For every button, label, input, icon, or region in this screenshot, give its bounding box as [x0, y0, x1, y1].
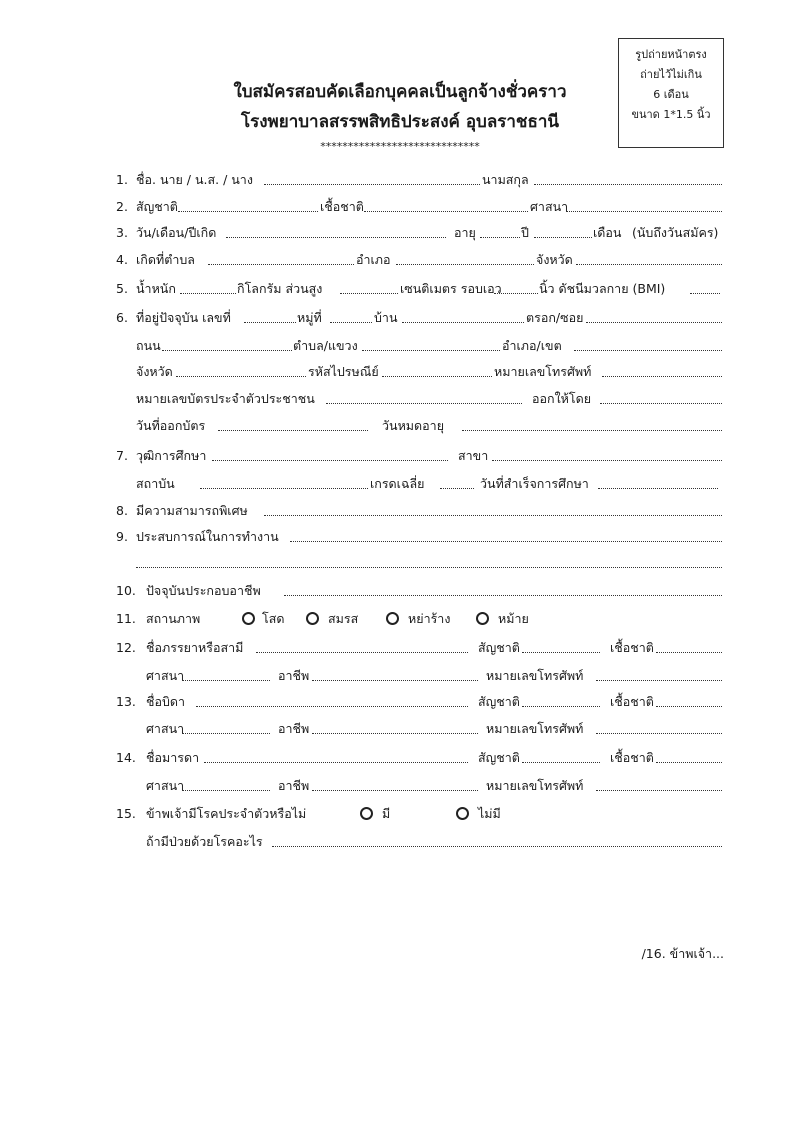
label-birthdate: วัน/เดือน/ปีเกิด	[136, 225, 217, 240]
field-issue-date[interactable]	[218, 430, 368, 431]
field-tambon-khwaeng[interactable]	[362, 350, 500, 351]
field-education[interactable]	[212, 460, 448, 461]
label-religion: ศาสนา	[530, 199, 569, 214]
label-province2: จังหวัด	[136, 364, 173, 379]
item-number: 6.	[116, 310, 128, 325]
label-institute: สถาบัน	[136, 476, 175, 491]
label-age-year: ปี	[521, 225, 529, 240]
field-mother-nationality[interactable]	[522, 762, 600, 763]
label-issue-date: วันที่ออกบัตร	[136, 418, 206, 433]
field-father-job[interactable]	[312, 733, 478, 734]
form-title-line1: ใบสมัครสอบคัดเลือกบุคคลเป็นลูกจ้างชั่วคราว	[233, 82, 567, 102]
label-status-divorced: หย่าร้าง	[408, 611, 451, 626]
label-disease-yes: มี	[382, 806, 391, 821]
field-id-card[interactable]	[326, 403, 522, 404]
item-number: 8.	[116, 503, 128, 518]
continued-note: /16. ข้าพเจ้า...	[641, 946, 724, 961]
field-grad-date[interactable]	[598, 488, 718, 489]
field-mother-job[interactable]	[312, 790, 478, 791]
field-trok-soi[interactable]	[586, 322, 722, 323]
field-issued-by[interactable]	[600, 403, 722, 404]
label-father: ชื่อบิดา	[146, 694, 186, 709]
label-gpa: เกรดเฉลี่ย	[370, 476, 425, 491]
label-trok-soi: ตรอก/ซอย	[526, 310, 584, 325]
label-mother-religion: ศาสนา	[146, 778, 185, 793]
item-number: 12.	[116, 640, 136, 655]
title-separator: *****************************	[320, 140, 480, 153]
label-phone: หมายเลขโทรศัพท์	[494, 364, 592, 379]
item-number: 3.	[116, 225, 128, 240]
field-father-nationality[interactable]	[522, 706, 600, 707]
label-disease-detail: ถ้ามีป่วยด้วยโรคอะไร	[146, 834, 263, 849]
field-ban[interactable]	[402, 322, 524, 323]
field-spouse-name[interactable]	[256, 652, 468, 653]
field-spouse-religion[interactable]	[182, 680, 270, 681]
label-status-widowed: หม้าย	[498, 611, 529, 626]
field-bmi[interactable]	[690, 293, 720, 294]
photo-box-line: 6 เดือน	[653, 88, 689, 101]
item-number: 4.	[116, 252, 128, 267]
label-nationality: สัญชาติ	[136, 199, 178, 214]
field-current-job[interactable]	[284, 595, 722, 596]
label-age-note: (นับถึงวันสมัคร)	[632, 225, 719, 240]
label-amphoe-khet: อำเภอ/เขต	[502, 338, 562, 353]
field-moo[interactable]	[330, 322, 372, 323]
field-expire-date[interactable]	[462, 430, 722, 431]
field-amphoe[interactable]	[396, 264, 534, 265]
label-spouse: ชื่อภรรยาหรือสามี	[146, 640, 244, 655]
label-current-job: ปัจจุบันประกอบอาชีพ	[146, 583, 261, 598]
label-status: สถานภาพ	[146, 611, 201, 626]
field-surname[interactable]	[534, 184, 722, 185]
label-grad-date: วันที่สำเร็จการศึกษา	[480, 476, 589, 491]
field-nationality[interactable]	[178, 211, 318, 212]
field-province2[interactable]	[176, 376, 306, 377]
label-mother: ชื่อมารดา	[146, 750, 200, 765]
field-work-exp-line2[interactable]	[136, 567, 722, 568]
label-spouse-phone: หมายเลขโทรศัพท์	[486, 668, 584, 683]
label-address-no: ที่อยู่ปัจจุบัน เลขที่	[136, 310, 231, 325]
label-ban: บ้าน	[374, 310, 398, 325]
label-special-skill: มีความสามารถพิเศษ	[136, 503, 248, 518]
label-spouse-job: อาชีพ	[278, 668, 310, 683]
label-work-exp: ประสบการณ์ในการทำงาน	[136, 529, 279, 544]
label-disease-no: ไม่มี	[478, 806, 501, 821]
field-first-name[interactable]	[264, 184, 480, 185]
label-disease: ข้าพเจ้ามีโรคประจำตัวหรือไม่	[146, 806, 307, 821]
label-weight: น้ำหนัก	[136, 281, 176, 296]
label-race: เชื้อชาติ	[320, 199, 364, 214]
field-special-skill[interactable]	[264, 515, 722, 516]
item-number: 11.	[116, 611, 136, 626]
label-province: จังหวัด	[536, 252, 573, 267]
field-phone[interactable]	[602, 376, 722, 377]
field-mother-phone[interactable]	[596, 790, 722, 791]
field-race[interactable]	[364, 211, 528, 212]
photo-box-line: ขนาด 1*1.5 นิ้ว	[631, 108, 711, 121]
field-institute[interactable]	[200, 488, 368, 489]
label-issued-by: ออกให้โดย	[532, 391, 592, 406]
field-born-tambon[interactable]	[208, 264, 354, 265]
item-number: 1.	[116, 172, 128, 187]
field-father-race[interactable]	[656, 706, 722, 707]
field-gpa[interactable]	[440, 488, 474, 489]
field-spouse-nationality[interactable]	[522, 652, 600, 653]
item-number: 13.	[116, 694, 136, 709]
field-birthdate[interactable]	[226, 237, 446, 238]
field-father-phone[interactable]	[596, 733, 722, 734]
label-postcode: รหัสไปรษณีย์	[308, 364, 379, 379]
radio-married[interactable]	[306, 612, 319, 625]
field-religion[interactable]	[566, 211, 722, 212]
field-father-religion[interactable]	[182, 733, 270, 734]
label-father-phone: หมายเลขโทรศัพท์	[486, 721, 584, 736]
item-number: 9.	[116, 529, 128, 544]
item-number: 2.	[116, 199, 128, 214]
label-expire-date: วันหมดอายุ	[382, 418, 445, 433]
field-major[interactable]	[492, 460, 722, 461]
item-number: 7.	[116, 448, 128, 463]
label-tambon-khwaeng: ตำบล/แขวง	[293, 338, 358, 353]
label-spouse-religion: ศาสนา	[146, 668, 185, 683]
radio-disease-yes[interactable]	[360, 807, 373, 820]
field-weight[interactable]	[180, 293, 236, 294]
field-disease-detail[interactable]	[272, 846, 722, 847]
field-waist[interactable]	[494, 293, 538, 294]
label-age-month: เดือน	[593, 225, 622, 240]
label-surname: นามสกุล	[482, 172, 529, 187]
item-number: 10.	[116, 583, 136, 598]
label-mother-job: อาชีพ	[278, 778, 310, 793]
item-number: 15.	[116, 806, 136, 821]
label-mother-phone: หมายเลขโทรศัพท์	[486, 778, 584, 793]
form-title-line2: โรงพยาบาลสรรพสิทธิประสงค์ อุบลราชธานี	[240, 112, 560, 132]
label-age: อายุ	[454, 225, 476, 240]
item-number: 14.	[116, 750, 136, 765]
label-mother-nationality: สัญชาติ	[478, 750, 520, 765]
field-mother-name[interactable]	[204, 762, 468, 763]
label-spouse-race: เชื้อชาติ	[610, 640, 654, 655]
label-amphoe: อำเภอ	[356, 252, 391, 267]
field-height[interactable]	[340, 293, 398, 294]
radio-disease-no[interactable]	[456, 807, 469, 820]
label-status-single: โสด	[262, 611, 285, 626]
field-province[interactable]	[576, 264, 722, 265]
photo-box-line: รูปถ่ายหน้าตรง	[635, 48, 707, 61]
label-status-married: สมรส	[328, 611, 359, 626]
field-spouse-race[interactable]	[656, 652, 722, 653]
field-age-years[interactable]	[480, 237, 520, 238]
photo-box-line: ถ่ายไว้ไม่เกิน	[640, 68, 702, 81]
label-education: วุฒิการศึกษา	[136, 448, 207, 463]
field-spouse-phone[interactable]	[596, 680, 722, 681]
field-mother-race[interactable]	[656, 762, 722, 763]
field-father-name[interactable]	[196, 706, 468, 707]
radio-divorced[interactable]	[386, 612, 399, 625]
field-age-months[interactable]	[534, 237, 592, 238]
radio-widowed[interactable]	[476, 612, 489, 625]
label-id-card: หมายเลขบัตรประจำตัวประชาชน	[136, 391, 315, 406]
label-spouse-nationality: สัญชาติ	[478, 640, 520, 655]
label-major: สาขา	[458, 448, 489, 463]
label-father-nationality: สัญชาติ	[478, 694, 520, 709]
radio-single[interactable]	[242, 612, 255, 625]
field-amphoe-khet[interactable]	[574, 350, 722, 351]
field-address-no[interactable]	[244, 322, 296, 323]
field-work-exp[interactable]	[290, 541, 722, 542]
item-number: 5.	[116, 281, 128, 296]
label-name-prefix: ชื่อ. นาย / น.ส. / นาง	[136, 172, 253, 187]
field-mother-religion[interactable]	[182, 790, 270, 791]
field-postcode[interactable]	[382, 376, 492, 377]
label-mother-race: เชื้อชาติ	[610, 750, 654, 765]
label-inch-bmi: นิ้ว ดัชนีมวลกาย (BMI)	[539, 281, 666, 296]
label-kg-height: กิโลกรัม ส่วนสูง	[237, 281, 323, 296]
label-father-religion: ศาสนา	[146, 721, 185, 736]
label-cm-waist: เซนติเมตร รอบเอว	[400, 281, 502, 296]
label-father-job: อาชีพ	[278, 721, 310, 736]
label-moo: หมู่ที่	[297, 310, 322, 325]
photo-box	[618, 38, 724, 148]
label-father-race: เชื้อชาติ	[610, 694, 654, 709]
label-born-tambon: เกิดที่ตำบล	[136, 252, 195, 267]
field-road[interactable]	[162, 350, 292, 351]
field-spouse-job[interactable]	[312, 680, 478, 681]
label-road: ถนน	[136, 338, 161, 353]
